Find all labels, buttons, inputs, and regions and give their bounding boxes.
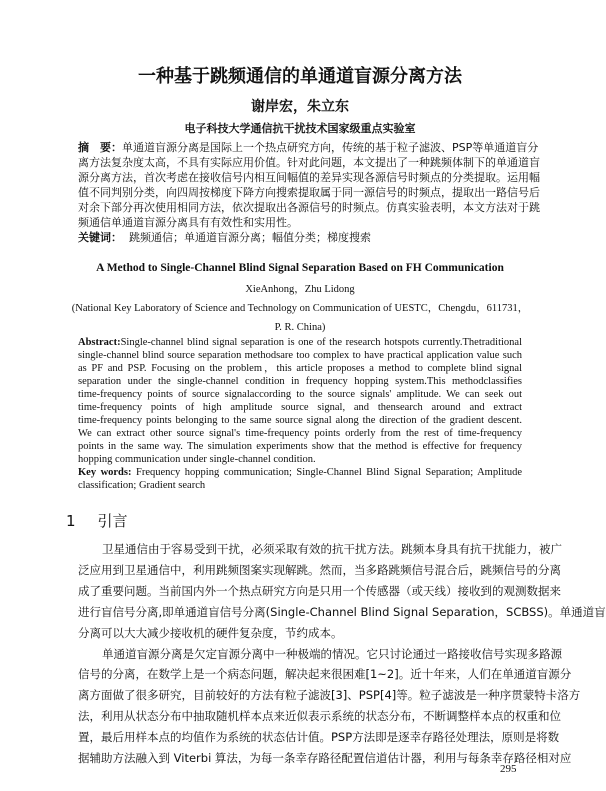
abstract-en-line: points in the same way. The simulation experiments show that the method is effective for frequency bbox=[78, 441, 522, 452]
abstract-cn-line: 离方法复杂度太高，不具有实际应用价值。针对此问题，本文提出了一种跳频体制下的单通道盲 bbox=[78, 156, 540, 169]
body-line: 单通道盲源分离是欠定盲源分离中一种极端的情况。它只讨论通过一路接收信号实现多路源 bbox=[102, 646, 562, 661]
body-line: 进行盲信号分离,即单通道盲信号分离(Single-Channel Blind Signal Separation，SCBSS)。单通道盲 bbox=[78, 604, 606, 619]
body-line: 泛应用到卫星通信中，利用跳频图案实现解跳。然而，当多路跳频信号混合后，跳频信号的分离 bbox=[78, 562, 561, 577]
abstract-cn-line: 频通信单通道盲源分离具有有效性和实用性。 bbox=[78, 216, 298, 229]
abstract-en-line: separation under the single-channel condition in frequency hopping system.This methodclassifies bbox=[78, 376, 522, 387]
body-line: 信号的分离，在数学上是一个病态问题，解决起来很困难[1~2]。近十年来，人们在单通道盲源分 bbox=[78, 667, 572, 682]
body-line: 成了重要问题。当前国内外一个热点研究方向是只用一个传感器（或天线）接收到的观测数据来 bbox=[78, 583, 561, 598]
abstract-en-line: as PF and PSP. Focusing on the problem，this article proposes a method to complete blind signal bbox=[78, 363, 522, 374]
abstract-label-cn: 摘 要： bbox=[78, 141, 122, 154]
abstract-en-line: time-frequency points of high amplitude source signal, and thensearch around and extract bbox=[78, 402, 522, 413]
abstract-en-line: time-frequency points of source signalaccording to the source signals' amplitude. We can seek out bbox=[78, 389, 522, 400]
abstract-en-line: single-channel blind source separation methodsare too complex to have practical application value such bbox=[78, 350, 522, 361]
abstract-en-line: hopping communication under single-channel condition. bbox=[78, 454, 316, 465]
abstract-cn-line: 源分离方法，首次考虑在接收信号内相互间幅值的差异实现各源信号时频点的分类提取。运用幅 bbox=[78, 171, 540, 184]
affiliation-en-line1: (National Key Laboratory of Science and Technology on Communication of UESTC，Chengdu，611731， bbox=[71, 303, 529, 314]
abstract-cn-line: 值不同判别分类，向四周按梯度下降方向搜索提取属于同一源信号的时频点，提取出一路信号后 bbox=[78, 186, 540, 199]
keywords-cn bbox=[78, 231, 522, 245]
keywords-label-en: Key words: bbox=[78, 467, 132, 478]
page-number: 295 bbox=[500, 763, 517, 775]
body-line: 法，利用从状态分布中抽取随机样本点来近似表示系统的状态分布，不断调整样本点的权重和位 bbox=[78, 709, 561, 724]
abstract-cn-text: 单通道盲源分离是国际上一个热点研究方向，传统的基于粒子滤波、PSP等单通道盲分 bbox=[122, 141, 539, 154]
body-line: 置，最后用样本点的均值作为系统的状态估计值。PSP方法即是逐幸存路径处理法，原则是将数 bbox=[78, 730, 560, 745]
body-line: 分离可以大大减少接收机的硬件复杂度，节约成本。 bbox=[78, 625, 343, 640]
keywords-cn-text: 跳频通信；单通道盲源分离；幅值分类；梯度搜索 bbox=[129, 231, 371, 244]
affiliation-en-line2: P. R. China) bbox=[274, 322, 326, 333]
authors-cn: 谢岸宏，朱立东 bbox=[251, 99, 349, 115]
abstract-en-line bbox=[78, 336, 522, 349]
section-number: 1 bbox=[66, 512, 76, 530]
abstract-en-text: Single-channel blind signal separation is one of the research hotspots currently.Thetraditional bbox=[120, 337, 522, 348]
body-line: 离方面做了很多研究，目前较好的方法有粒子滤波[3]、PSP[4]等。粒子滤波是一种序贯蒙特卡洛方 bbox=[78, 688, 581, 703]
keywords-label-cn: 关键词： bbox=[78, 231, 122, 244]
section-title: 引言 bbox=[97, 512, 128, 530]
affiliation-cn: 电子科技大学通信抗干扰技术国家级重点实验室 bbox=[184, 122, 416, 135]
section-heading bbox=[66, 510, 128, 531]
authors-en: XieAnhong，Zhu Lidong bbox=[245, 284, 355, 295]
keywords-en-text: Frequency hopping communication; Single-Channel Blind Signal Separation; Amplitude bbox=[135, 467, 523, 478]
abstract-en-line: We can extract other source signal's time-frequency points orderly from the rest of time-frequency bbox=[78, 428, 522, 439]
abstract-cn-line bbox=[78, 141, 539, 155]
abstract-label-en: Abstract: bbox=[78, 337, 121, 348]
abstract-en-line: time-frequency points belonging to the same source signal along the direction of the gradient descent. bbox=[78, 415, 522, 426]
keywords-en bbox=[78, 466, 522, 479]
abstract-cn-line: 对余下部分再次使用相同方法，依次提取出各源信号的时频点。仿真实验表明，本文方法对于跳 bbox=[78, 201, 540, 214]
paper-title-cn: 一种基于跳频通信的单通道盲源分离方法 bbox=[138, 66, 462, 87]
paper-title-en: A Method to Single-Channel Blind Signal Separation Based on FH Communication bbox=[96, 262, 504, 274]
body-line: 据辅助方法融入到 Viterbi 算法，为每一条幸存路径配置信道估计器，利用与每条幸存路径相对应 bbox=[78, 751, 572, 765]
keywords-en-line2: classification; Gradient search bbox=[78, 480, 206, 491]
body-line: 卫星通信由于容易受到干扰，必须采取有效的抗干扰方法。跳频本身具有抗干扰能力，被广 bbox=[102, 542, 562, 556]
